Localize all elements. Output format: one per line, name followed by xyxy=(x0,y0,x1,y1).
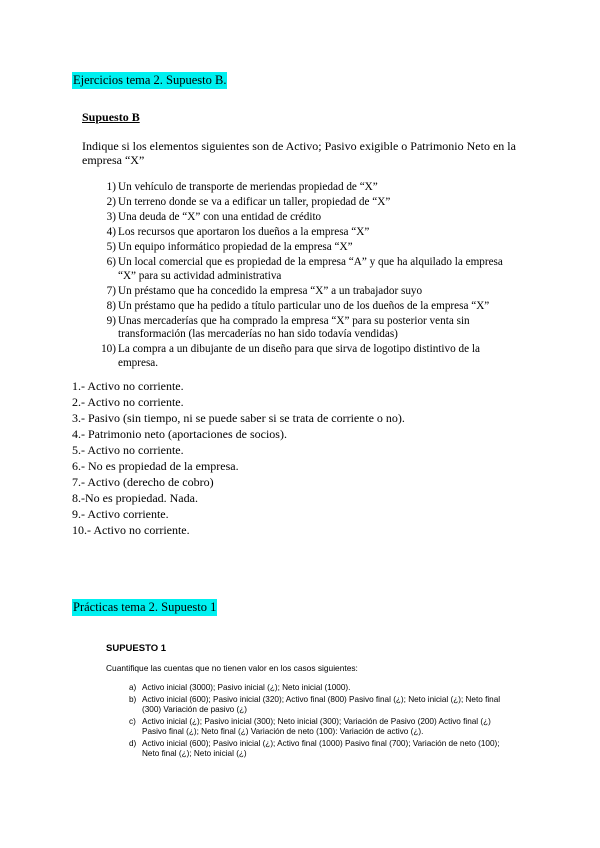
list-item xyxy=(82,226,522,240)
answer-line: 8.-No es propiedad. Nada. xyxy=(72,491,198,505)
supuesto-b-intro: Indique si los elementos siguientes son de Activo; Pasivo exigible o Patrimonio Neto en la empresa “X” xyxy=(82,139,516,167)
answer-line: 3.- Pasivo (sin tiempo, ni se puede saber si se trata de corriente o no). xyxy=(72,411,405,425)
supuesto-1-title: SUPUESTO 1 xyxy=(106,643,167,654)
list-item-number: 1) xyxy=(106,181,116,193)
supuesto-1-image xyxy=(106,643,506,761)
list-item-number: 9) xyxy=(106,314,116,327)
list-item-number: 2) xyxy=(106,196,116,208)
list-item-text: Un local comercial que es propiedad de la empresa “A” y que ha alquilado la empresa “X” para su actividad administrativa xyxy=(118,256,503,282)
answer-line: 2.- Activo no corriente. xyxy=(72,395,184,409)
list-item-text: Activo inicial (600); Pasivo inicial (320); Activo final (800) Pasivo final (¿); Neto inicial (¿); Neto final (300) Variación de pasivo (¿) xyxy=(142,694,501,714)
list-item-letter: c) xyxy=(129,716,136,726)
answer-line: 5.- Activo no corriente. xyxy=(72,443,184,457)
list-item xyxy=(106,683,506,694)
list-item-text: Un vehículo de transporte de meriendas propiedad de “X” xyxy=(118,181,378,193)
list-item-text: Una deuda de “X” con una entidad de crédito xyxy=(118,211,322,223)
heading-ejercicios: Ejercicios tema 2. Supuesto B. xyxy=(73,73,227,87)
answer-line: 9.- Activo corriente. xyxy=(72,507,169,521)
list-item-text: Activo inicial (3000); Pasivo inicial (¿); Neto inicial (1000). xyxy=(142,683,351,692)
answer-line: 6.- No es propiedad de la empresa. xyxy=(72,459,239,473)
list-item-text: Activo inicial (¿); Pasivo inicial (300); Neto inicial (300); Variación de Pasivo (200) Activo final (¿) Pasivo final (¿); Neto final (¿) Variación de neto (100): Variación de activo (¿). xyxy=(142,716,491,736)
list-item xyxy=(82,315,522,342)
list-item-text: Activo inicial (600); Pasivo inicial (¿); Activo final (1000) Pasivo final (700); Variación de neto (100); Neto final (¿); Neto inicial (¿) xyxy=(142,738,500,758)
supuesto-1-intro: Cuantifique las cuentas que no tienen valor en los casos siguientes: xyxy=(106,663,358,673)
answers-list xyxy=(72,378,405,538)
list-item-text: Un equipo informático propiedad de la empresa “X” xyxy=(118,241,353,253)
list-item xyxy=(106,739,506,760)
list-item-text: La compra a un dibujante de un diseño para que sirva de logotipo distintivo de la empresa. xyxy=(118,343,480,369)
supuesto-b-image xyxy=(82,110,522,372)
list-item-letter: d) xyxy=(129,738,137,748)
list-item-number: 4) xyxy=(106,226,116,238)
list-item-letter: b) xyxy=(129,694,137,704)
list-item-number: 8) xyxy=(106,299,116,312)
list-item xyxy=(82,211,522,225)
list-item-number: 7) xyxy=(106,284,116,297)
list-item-number: 10) xyxy=(101,343,116,355)
list-item-text: Un terreno donde se va a edificar un taller, propiedad de “X” xyxy=(118,196,391,208)
list-item-text: Unas mercaderías que ha comprado la empresa “X” para su posterior venta sin transformación (las mercaderías no han sido todavía vendidas) xyxy=(118,314,470,340)
supuesto-1-list xyxy=(106,683,506,760)
list-item xyxy=(82,241,522,255)
supuesto-b-list xyxy=(82,181,522,370)
list-item xyxy=(82,300,522,314)
list-item-text: Un préstamo que ha concedido la empresa “X” a un trabajador suyo xyxy=(118,284,423,297)
list-item xyxy=(106,717,506,738)
list-item-number: 6) xyxy=(106,256,116,268)
list-item-text: Los recursos que aportaron los dueños a la empresa “X” xyxy=(118,226,370,238)
answer-line: 4.- Patrimonio neto (aportaciones de socios). xyxy=(72,427,287,441)
list-item-number: 5) xyxy=(106,241,116,253)
list-item xyxy=(82,196,522,210)
heading-practicas: Prácticas tema 2. Supuesto 1 xyxy=(73,600,217,614)
answer-line: 1.- Activo no corriente. xyxy=(72,379,184,393)
list-item xyxy=(106,695,506,716)
answer-line: 10.- Activo no corriente. xyxy=(72,523,190,537)
list-item-number: 3) xyxy=(106,211,116,223)
list-item xyxy=(82,181,522,195)
supuesto-b-title: Supuesto B xyxy=(82,110,140,124)
list-item-letter: a) xyxy=(129,683,137,692)
list-item xyxy=(82,256,522,283)
answer-line: 7.- Activo (derecho de cobro) xyxy=(72,475,214,489)
list-item xyxy=(82,343,522,370)
list-item xyxy=(82,285,522,299)
list-item-text: Un préstamo que ha pedido a título particular uno de los dueños de la empresa “X” xyxy=(118,299,490,312)
